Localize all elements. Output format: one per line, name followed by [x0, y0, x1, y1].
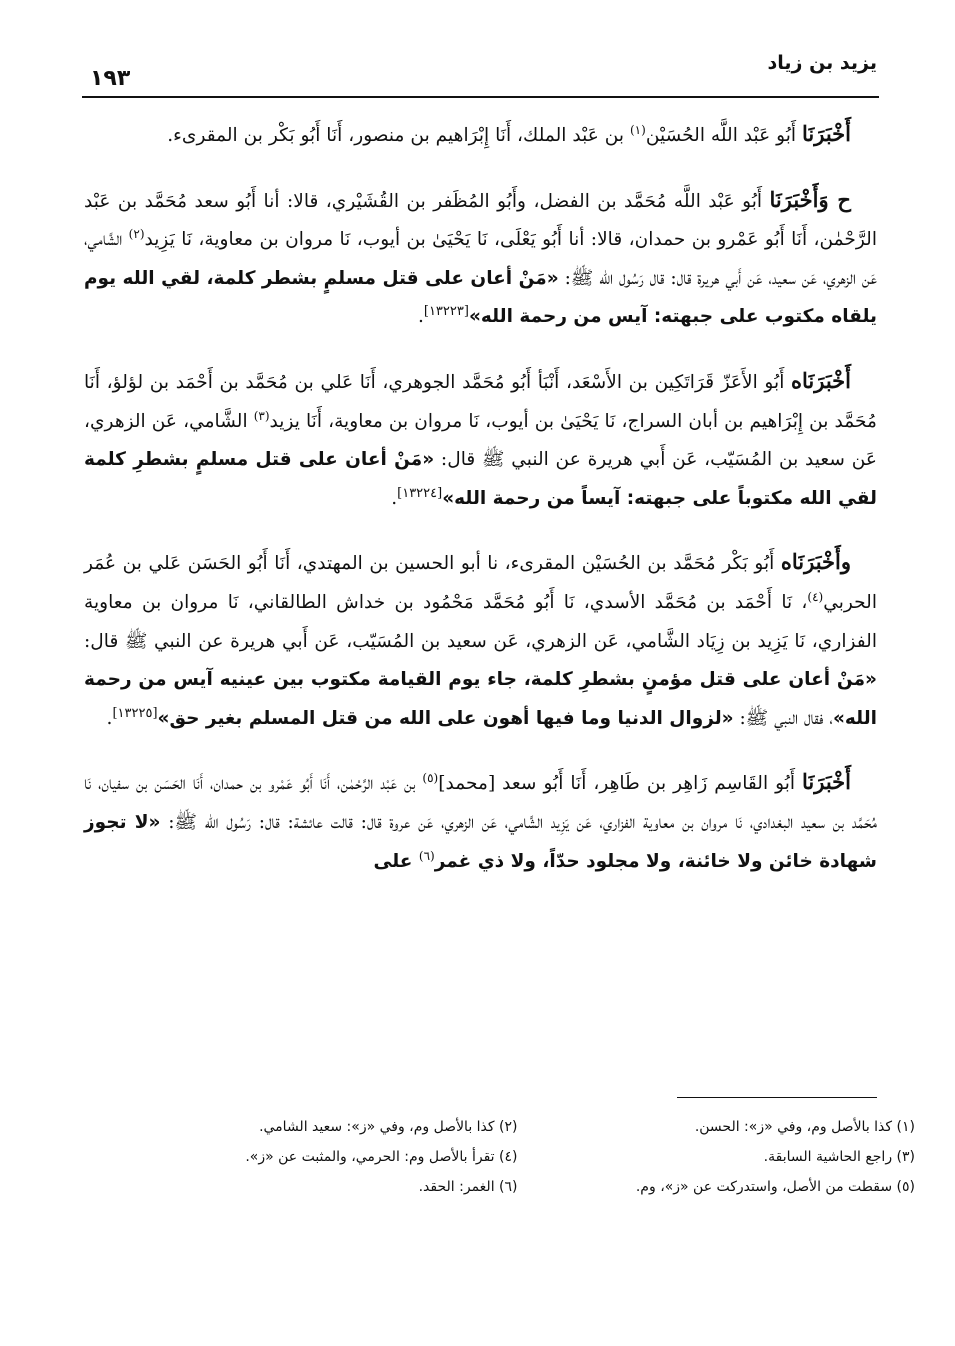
- narration-text: أَبُو عَبْد اللَّه مُحَمَّد بن الفضل، وأَبُو المُظَفر بن القُشَيْري، قالا: أنا أَبُو سعد مُحَمَّد بن عَبْد الرَّحْمٰن، أَنَا أَبُو عَمْرو بن حمدان، قالا: أنا أَبُو يَعْلَى، نَا يَحْيَىٰ بن أيوب، نَا مروان بن معاوية، نَا يَزِيد: [84, 190, 877, 251]
- footnote-text: تقرأ بالأصل وم: الحرمي، والمثبت عن «ز».: [245, 1149, 495, 1165]
- footnote-3: [558, 1145, 916, 1169]
- narration-lead: أَخْبَرَنَاه: [791, 367, 851, 393]
- hadith-text: «مَنْ أعان على قتل مؤمنٍ بشطرِ كلمة، جاء يوم القيامة مكتوب بين عينيه آيس من رحمة الله»: [84, 669, 877, 729]
- hadith-text: «لا تجوز شهادة خائن ولا خائنة، ولا مجلود حدّاً، ولا ذي غمر: [84, 811, 877, 872]
- sentence-end: .: [106, 707, 113, 729]
- footnote-text: راجع الحاشية السابقة.: [763, 1149, 893, 1165]
- footnote-number: (٢): [499, 1119, 518, 1135]
- footnote-number: (٦): [499, 1179, 518, 1195]
- footnote-divider: [677, 1097, 877, 1098]
- narration-text: أَبُو بَكْر مُحَمَّد بن الحُسَيْن المقرىء، نا أبو الحسين بن المهتدي، أَنَا أَبُو الحَسَن عَلي بن عُمَر الحربي: [84, 553, 877, 613]
- narration-text: الشَّامي، عَن الزهري، عَن سعيد، عَن أَبي هريرة قال: قال رَسُول الله ﷺ:: [84, 229, 877, 289]
- footnote-number: (٤): [499, 1149, 518, 1165]
- footnote-marker: (٥): [422, 771, 439, 786]
- footnote-number: (٥): [896, 1179, 915, 1195]
- footnote-text: الغمر: الحقد.: [418, 1179, 495, 1195]
- footnote-marker: (٢): [128, 227, 145, 241]
- paragraph-5: [84, 763, 877, 881]
- footnote-text: كذا بالأصل وم، وفي «ز»: سعيد الشامي.: [259, 1119, 495, 1135]
- footnote-2: [160, 1115, 518, 1139]
- footnote-text: سقطت من الأصل، واستدركت عن «ز»، وم.: [635, 1179, 893, 1195]
- footnote-text: كذا بالأصل وم، وفي «ز»: الحسن.: [694, 1119, 893, 1135]
- page-number: ١٩٣: [90, 66, 131, 91]
- footnote-number: (٣): [896, 1149, 915, 1165]
- footnote-marker: (٤): [807, 589, 824, 604]
- narration-lead: وأَخْبَرَنَاه: [780, 549, 851, 575]
- narration-text: الشَّامي، عَن الزهري، عَن سعيد بن المُسَيّب، عَن أَبي هريرة عن النبي ﷺ قال:: [84, 410, 877, 471]
- sentence-end: .: [391, 487, 398, 509]
- hadith-number: [١٣٢٢٥]: [112, 705, 158, 721]
- header-divider: [82, 96, 879, 98]
- paragraph-3: [84, 362, 877, 518]
- footnote-marker: (٣): [253, 408, 270, 423]
- hadith-text-continued: على: [373, 850, 419, 872]
- narration-text: أَبُو القَاسِم زَاهِر بن طَاهِر، أَنَا أَبُو سعد [محمد]: [438, 773, 803, 795]
- footnote-number: (١): [896, 1119, 915, 1135]
- hadith-number: [١٣٢٢٣]: [423, 304, 469, 320]
- hadith-text: «مَنْ أعان على قتل مسلمٍ بشطر كلمة، لقي الله يوم يلقاه مكتوب على جبهته: آيس من رحمة الله»: [84, 267, 877, 328]
- narration-text: بن عَبْد الرَّحْمٰن، أَنَا أَبُو عَمْرو بن حمدان، أَنَا الحَسَن بن سفيان، نَا مُحَمَّد بن سعيد البغدادي، نَا مروان بن معاوية الفزاري، عَن يَزِيد الشَّامي، عَن الزهري، عَن عروة قال: قالت عائشة: قال: رَسُول الله ﷺ:: [84, 773, 877, 833]
- footnotes: [160, 1115, 915, 1199]
- hadith-text-2: «لزوال الدنيا وما فيها أهون على الله من قتل المسلم بغير حق»: [157, 707, 734, 729]
- hadith-number: [١٣٢٢٤]: [397, 485, 443, 501]
- narration-lead: أَخْبَرَنَا: [802, 121, 851, 146]
- narration-text: بن عَبْد الملك، أَنَا إِبْرَاهيم بن منصور، أَنَا أَبُو بَكْر بن المقرىء.: [167, 125, 630, 146]
- hadith-text: «مَنْ أعان على قتل مسلمٍ بشطرِ كلمة لقي الله مكتوباً على جبهته: آيساً من رحمة الله»: [84, 449, 877, 509]
- narration-text: ، نَا أَحْمَد بن مُحَمَّد الأسدي، نَا أَبُو مُحَمَّد مَحْمُود بن خداش الطالقاني، نَا مروان بن معاوية الفزاري، نَا يَزِيد بن زِيَاد الشَّامي، عَن الزهري، عَن سعيد بن المُسَيّب، عَن أَبي هريرة عن النبي ﷺ قال:: [84, 591, 877, 652]
- footnote-marker: (٦): [418, 848, 435, 863]
- footnote-marker: (١): [629, 122, 646, 137]
- paragraph-4: [84, 543, 877, 738]
- running-header-title: يزيد بن زياد: [767, 52, 877, 74]
- narration-lead: أَخْبَرَنَا: [802, 769, 851, 795]
- main-text: [84, 115, 877, 906]
- narration-text: ، فقال النبي ﷺ:: [733, 707, 833, 729]
- sentence-end: .: [417, 306, 424, 328]
- paragraph-2: [84, 181, 877, 337]
- footnote-6: [160, 1175, 518, 1199]
- paragraph-1: [84, 115, 877, 156]
- narration-text: أَبُو عَبْد اللَّه الحُسَيْن: [645, 125, 803, 146]
- footnote-4: [160, 1145, 518, 1169]
- footnote-5: [558, 1175, 916, 1199]
- narration-text: أَبُو الأَعَزّ قَرَاتَكِين بن الأَسْعَد، أَنْبَأ أَبُو مُحَمَّد الجوهري، أَنَا عَلي بن مُحَمَّد بن أَحْمَد بن لؤلؤ، أَنَا مُحَمَّد بن إِبْرَاهيم بن أبان السراج، نَا يَحْيَىٰ بن أيوب، نَا مروان بن معاوية، أَنَا يزيد: [84, 371, 877, 432]
- footnote-1: [558, 1115, 916, 1139]
- narration-lead: ح وَأَخْبَرَنَا: [769, 186, 851, 212]
